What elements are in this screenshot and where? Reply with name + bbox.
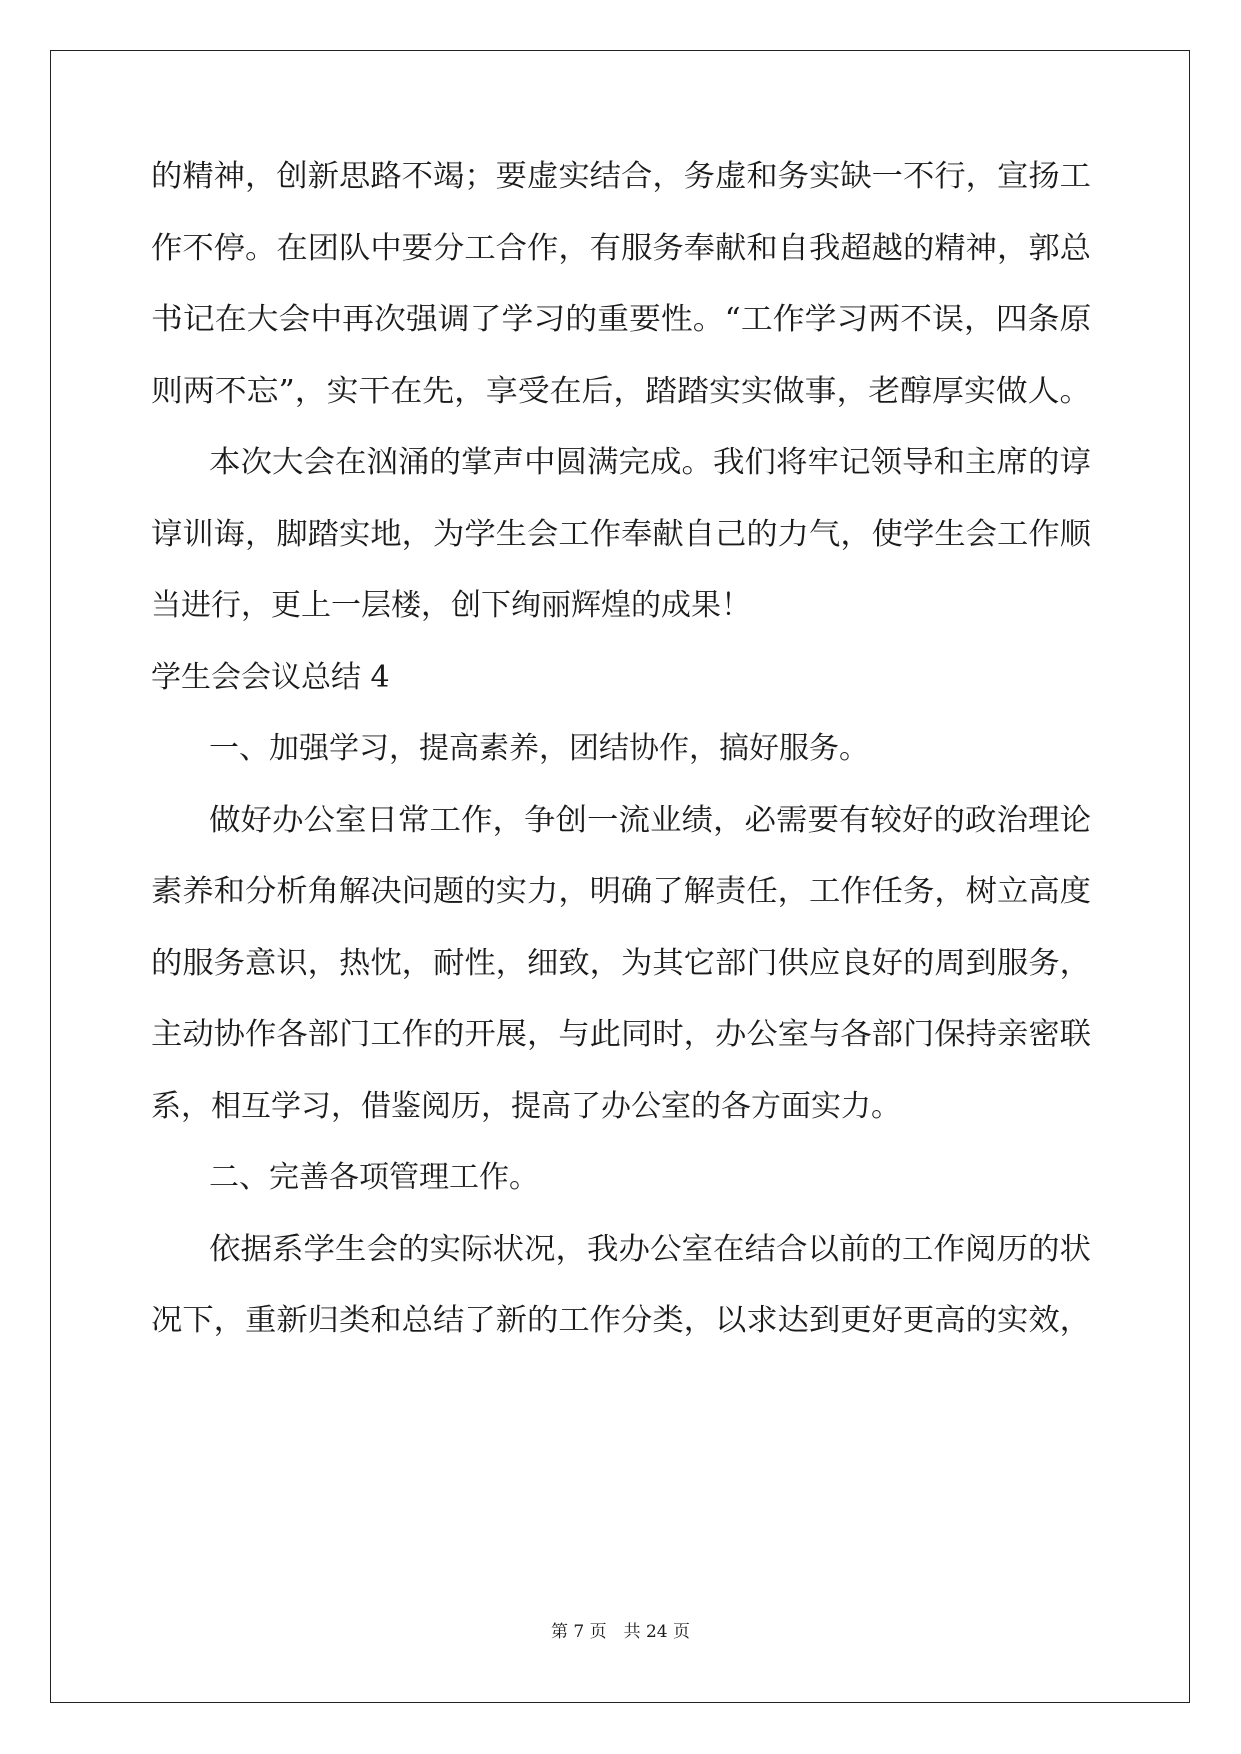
text-line: 则两不忘”，实干在先，享受在后，踏踏实实做事，老醇厚实做人。 [151,373,1092,409]
text-line: 况下，重新归类和总结了新的工作分类，以求达到更好更高的实效， [151,1303,1091,1338]
text-line: 主动协作各部门工作的开展，与此同时，办公室与各部门保持亲密联 [151,1017,1091,1052]
text-line: 本次大会在汹涌的掌声中圆满完成。我们将牢记领导和主席的谆 [209,445,1091,480]
text-line: 作不停。在团队中要分工合作，有服务奉献和自我超越的精神，郭总 [151,230,1091,266]
text-line: 做好办公室日常工作，争创一流业绩，必需要有较好的政治理论 [209,802,1091,838]
text-line: 依据系学生会的实际状况，我办公室在结合以前的工作阅历的状 [209,1231,1091,1267]
text-line: 系，相互学习，借鉴阅历，提高了办公室的各方面实力。 [151,1088,901,1124]
text-line: 素养和分析角解决问题的实力，明确了解责任，工作任务，树立高度 [151,874,1091,909]
text-line: 谆训诲，脚踏实地，为学生会工作奉献自己的力气，使学生会工作顺 [151,516,1091,552]
text-line: 学生会会议总结 4 [151,659,390,695]
text-line: 书记在大会中再次强调了学习的重要性。“工作学习两不误，四条原 [151,302,1092,337]
text-line: 当进行，更上一层楼，创下绚丽辉煌的成果！ [151,588,751,623]
page-footer: 第 7 页 共 24 页 [550,1622,691,1642]
text-line: 二、完善各项管理工作。 [209,1160,539,1195]
text-line: 一、加强学习，提高素养，团结协作，搞好服务。 [209,731,869,766]
text-line: 的服务意识，热忱，耐性，细致，为其它部门供应良好的周到服务， [151,945,1091,981]
text-line: 的精神，创新思路不竭；要虚实结合，务虚和务实缺一不行，宣扬工 [151,159,1091,194]
